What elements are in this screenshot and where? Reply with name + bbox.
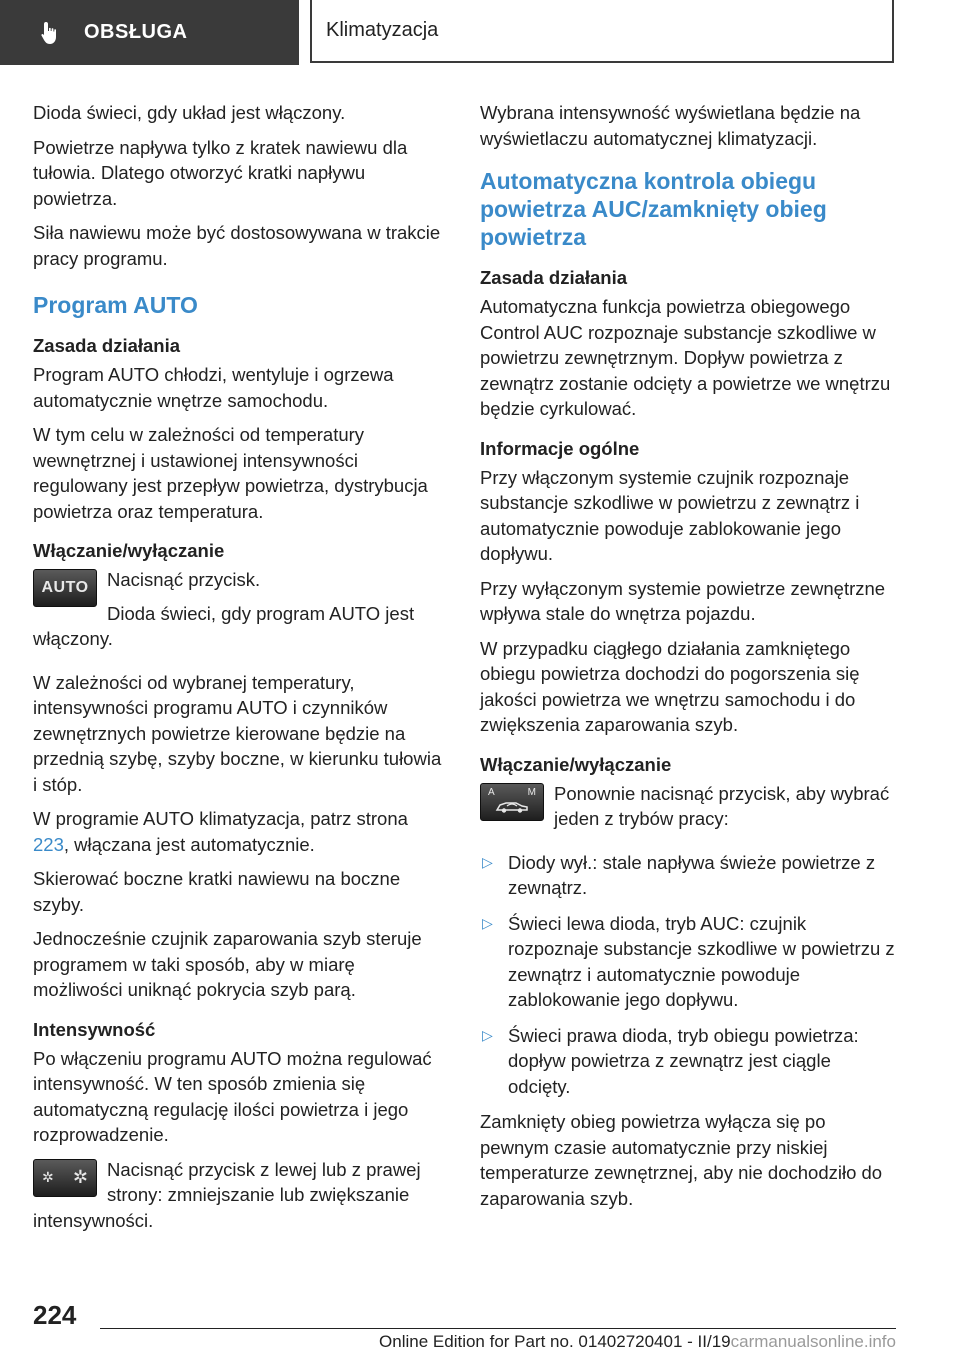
subheading-intensywnosc: Intensywność bbox=[33, 1018, 156, 1040]
paragraph: Zamknięty obieg powietrza wyłącza się po pewnym czasie automatycznie przy niskiej temperaturze zewnętrznej, aby nie dochodziło do zaparowania szyb. bbox=[480, 1111, 883, 1209]
paragraph: Dioda świeci, gdy program AUTO jest włączony. bbox=[33, 602, 415, 649]
paragraph: Przy wyłączonym systemie powietrze zewnętrzne wpływa stale do wnętrza pojazdu. bbox=[480, 577, 886, 624]
page-link[interactable]: 223 bbox=[33, 833, 64, 855]
section-heading-auc: Automatyczna kontrola obiegu powietrza AUC/zamknięty obieg powietrza bbox=[480, 168, 827, 250]
fan-button-image bbox=[33, 1159, 97, 1197]
auto-button-image bbox=[33, 569, 97, 607]
auc-button-m-label: M bbox=[527, 786, 536, 798]
paragraph: Jednocześnie czujnik zaparowania szyb steruje programem w taki sposób, aby w miarę możliwości uniknąć pokrycia szyb parą. bbox=[33, 928, 422, 1000]
list-item: ▷ Świeci lewa dioda, tryb AUC: czujnik rozpoznaje substancje szkodliwe w powietrzu z zewnątrz i automatycznie powoduje zablokowanie jego dopływu. bbox=[482, 912, 895, 1010]
auto-button-label: AUTO bbox=[41, 579, 89, 596]
fan-small-icon: ✲ bbox=[42, 1169, 54, 1185]
paragraph: Ponownie nacisnąć przycisk, aby wybrać jeden z trybów pracy: bbox=[554, 782, 890, 829]
page-title: Klimatyzacja bbox=[326, 19, 439, 41]
paragraph: Nacisnąć przycisk. bbox=[107, 569, 261, 590]
header-section-tab bbox=[0, 0, 299, 65]
auto-button-instruction bbox=[33, 567, 448, 660]
header-title-box bbox=[310, 0, 894, 63]
triangle-bullet-icon: ▷ bbox=[482, 1026, 493, 1043]
paragraph: Wybrana intensywność wyświetlana będzie na wyświetlaczu automatycznej klimatyzacji. bbox=[480, 102, 861, 149]
left-column bbox=[33, 100, 448, 1251]
paragraph: Dioda świeci, gdy układ jest włączony. bbox=[33, 102, 346, 123]
fan-large-icon: ✲ bbox=[72, 1167, 88, 1187]
subheading-zasada: Zasada działania bbox=[33, 335, 181, 356]
footer-edition: Online Edition for Part no. 01402720401 - II/19carmanualsonline.info bbox=[379, 1332, 896, 1351]
triangle-bullet-icon: ▷ bbox=[482, 853, 493, 870]
triangle-bullet-icon: ▷ bbox=[482, 914, 493, 931]
paragraph: Po włączeniu programu AUTO można regulować intensywność. W ten sposób zmienia się automatyczną regulację ilości powietrza i jego rozprowadzenie. bbox=[33, 1047, 432, 1145]
paragraph: W tym celu w zależności od temperatury wewnętrznej i ustawionej intensywności regulowany jest przepływ powietrza, dystrybucja powietrza oraz temperatura. bbox=[33, 424, 428, 522]
paragraph: Nacisnąć przycisk z lewej lub z prawej strony: zmniejszanie lub zwiększanie intensywności. bbox=[33, 1158, 421, 1231]
mode-list bbox=[480, 850, 898, 1100]
paragraph: Program AUTO chłodzi, wentyluje i ogrzewa automatycznie wnętrze samochodu. bbox=[33, 364, 394, 411]
paragraph: Siła nawiewu może być dostosowywana w trakcie pracy programu. bbox=[33, 222, 441, 269]
pointing-hand-icon bbox=[38, 20, 64, 46]
paragraph: Automatyczna funkcja powietrza obiegowego Control AUC rozpoznaje substancje szkodliwe w powietrzu zewnętrznym. Dopływ powietrza z zewnątrz zostanie odcięty a powietrze we wnętrzu będzie cyrkulować. bbox=[480, 296, 891, 419]
paragraph-with-link: W programie AUTO klimatyzacja, patrz strona 223, włączana jest automatycznie. bbox=[33, 808, 408, 855]
section-label: OBSŁUGA bbox=[84, 21, 188, 43]
auc-button-instruction bbox=[480, 781, 898, 840]
paragraph: Powietrze napływa tylko z kratek nawiewu dla tułowia. Dlatego otworzyć kratki napływu powietrza. bbox=[33, 136, 408, 209]
subheading-zasada: Zasada działania bbox=[480, 267, 628, 288]
list-item: ▷ Świeci prawa dioda, tryb obiegu powietrza: dopływ powietrza z zewnątrz jest ciągle odcięty. bbox=[482, 1024, 859, 1097]
subheading-wlaczanie: Włączanie/wyłączanie bbox=[480, 753, 672, 775]
subheading-wlaczanie: Włączanie/wyłączanie bbox=[33, 540, 225, 561]
paragraph: W przypadku ciągłego działania zamkniętego obiegu powietrza dochodzi do pogorszenia się jakości powietrza we wnętrzu samochodu i do zwiększenia zaparowania szyb. bbox=[480, 637, 860, 735]
section-heading-program-auto: Program AUTO bbox=[33, 292, 198, 318]
auc-button-a-label: A bbox=[488, 786, 495, 798]
list-item: ▷ Diody wył.: stale napływa świeże powietrze z zewnątrz. bbox=[482, 851, 876, 898]
subheading-informacje: Informacje ogólne bbox=[480, 437, 640, 459]
auc-button-image bbox=[480, 783, 544, 821]
page-number: 224 bbox=[33, 1300, 77, 1330]
watermark: carmanualsonline.info bbox=[730, 1332, 896, 1351]
footer-divider bbox=[100, 1328, 896, 1329]
fan-button-instruction bbox=[33, 1157, 448, 1242]
paragraph: Skierować boczne kratki nawiewu na boczne szyby. bbox=[33, 868, 401, 915]
right-column bbox=[480, 100, 898, 1220]
paragraph: W zależności od wybranej temperatury, intensywności programu AUTO i czynników zewnętrznych powietrze kierowane będzie na przednią szybę, szyby boczne, w kierunku tułowia i stóp. bbox=[33, 671, 442, 795]
paragraph: Przy włączonym systemie czujnik rozpoznaje substancje szkodliwe w powietrzu z zewnątrz i automatycznie powoduje zablokowanie jego dopływu. bbox=[480, 466, 860, 564]
car-recirculation-icon bbox=[494, 798, 530, 814]
